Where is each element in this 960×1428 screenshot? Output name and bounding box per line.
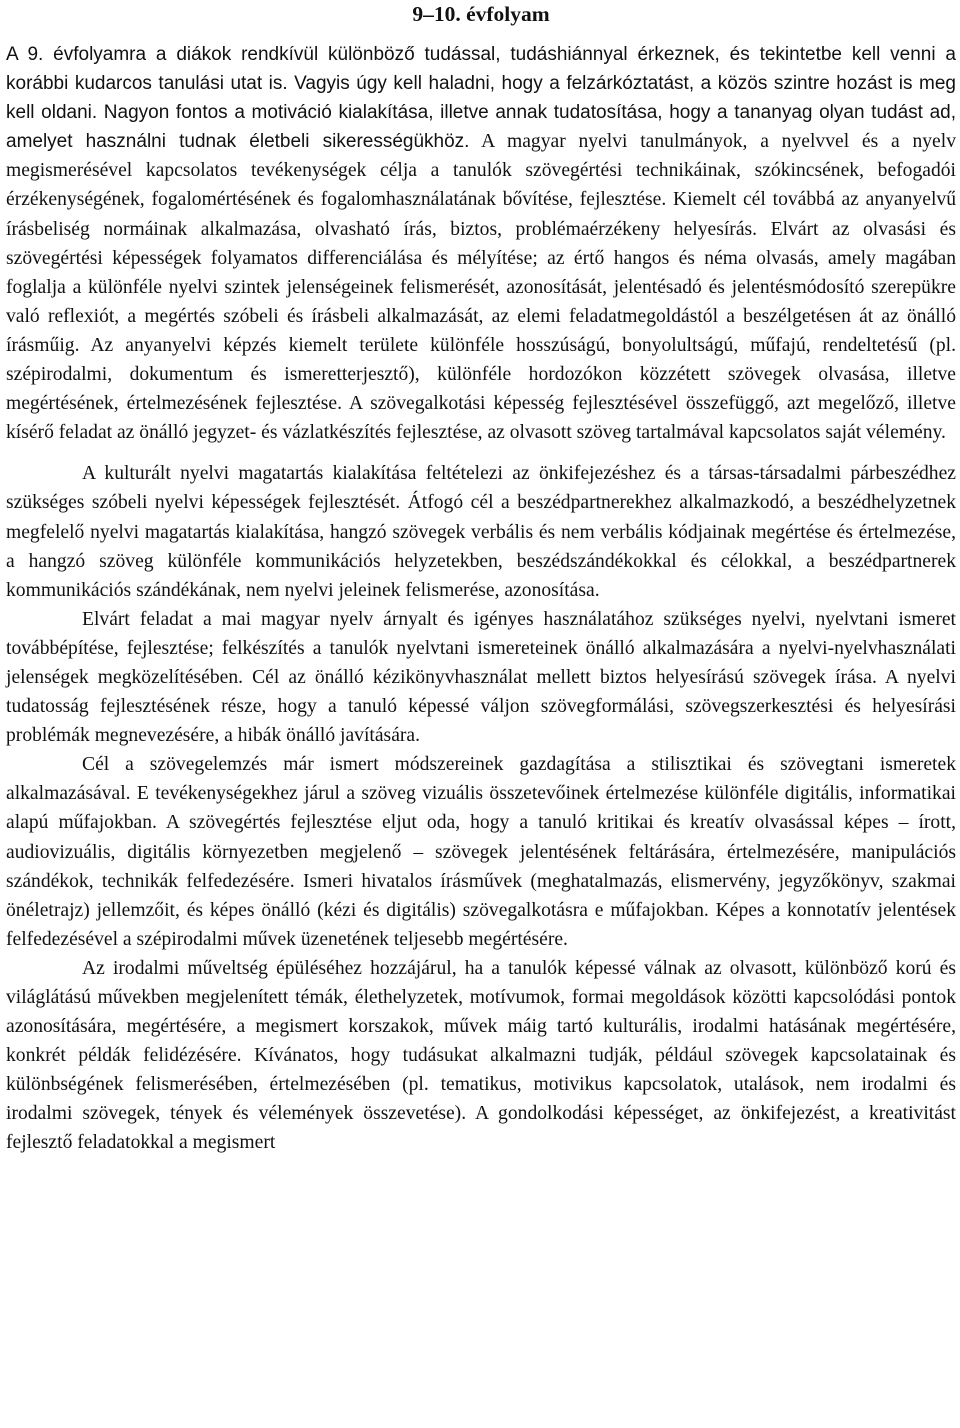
paragraph-intro-sans-text: A 9. évfolyamra a diákok rendkívül különböző tudással, tudáshiánnyal érkeznek, és tekintetbe kell venni a korábbi kudarcos tanulási utat is. Vagyis úgy kell haladni, hogy a felzárkóztatást, a közös szintre hozást is meg kell oldani. Nagyon fontos a motiváció kialakítása, illetve annak tudatosítása, hogy a tananyag olyan tudást ad, amelyet használni tudnak életbeli sikerességükhöz. <box>6 44 956 153</box>
paragraph-grammar: Elvárt feladat a mai magyar nyelv árnyalt és igényes használatához szükséges nyelvi, nyelvtani ismeret továbbépítése, fejlesztése; felkészítés a tanulók nyelvtani ismereteinek önálló alkalmazására a nyelvi-nyelvhasználati jelenségek megközelítésében. Cél az önálló kézikönyvhasználat mellett biztos helyesírású szövegek írása. A nyelvi tudatosság fejlesztésének része, hogy a tanuló képessé váljon szövegformálási, szövegszerkesztési és helyesírási problémák megnevezésére, a hibák önálló javítására. <box>6 608 956 747</box>
paragraph-intro <box>6 40 956 447</box>
page-title: 9–10. évfolyam <box>412 2 550 26</box>
document-page <box>6 0 956 1158</box>
paragraph-text-analysis: Cél a szövegelemzés már ismert módszereinek gazdagítása a stilisztikai és szövegtani ismeretek alkalmazásával. E tevékenységekhez járul a szöveg vizuális összetevőinek értelmezése különféle digitális, informatikai alapú műfajokban. A szövegértés fejlesztése eljut oda, hogy a tanuló kritikai és kreatív olvasással képes – írott, audiovizuális, digitális környezetben megjelenő – szövegek jelentésének feltárására, értelmezésére, manipulációs szándékok, technikák felfedezésére. Ismeri hivatalos írásművek (meghatalmazás, elismervény, jegyzőkönyv, szakmai önéletrajz) jellemzőit, és képes önálló (kézi és digitális) szövegalkotásra e műfajokban. Képes a konnotatív jelentések felfedezésével a szépirodalmi művek üzenetének teljesebb megértésére. <box>6 754 956 950</box>
paragraph-literary-literacy: Az irodalmi műveltség épüléséhez hozzájárul, ha a tanulók képessé válnak az olvasott, különböző korú és világlátású művekben megjelenített témák, élethelyzetek, motívumok, formai megoldások közötti kapcsolódási pontok azonosítására, megértésére, a megismert korszakok, művek máig tartó kulturális, irodalmi hatásának megértésére, konkrét példák felidézésére. Kívánatos, hogy tudásukat alkalmazni tudják, például szövegek kapcsolatainak és különbségének felismerésében, értelmezésében (pl. tematikus, motivikus kapcsolatok, utalások, nem irodalmi és irodalmi szövegek, tények és vélemények összevetése). A gondolkodási képességet, az önkifejezést, a kreativitást fejlesztő feladatokkal a megismert <box>6 957 956 1154</box>
paragraph-intro-serif-text: A magyar nyelvi tanulmányok, a nyelvvel és a nyelv megismerésével kapcsolatos tevékenységek célja a tanulók szövegértési technikáinak, szókincsének, befogadói érzékenységének, fogalomértésének és fogalomhasználatának bővítése, fejlesztése. Kiemelt cél továbbá az anyanyelvű írásbeliség normáinak alkalmazása, olvasható írás, biztos, problémaérzékeny helyesírás. Elvárt az olvasási és szövegértési képességek folyamatos differenciálása és mélyítése; az értő hangos és néma olvasás, amely magában foglalja a különféle nyelvi szintek jelenségeinek felismerését, azonosítását, jelentésadó és jelentésmódosító szerepükre való reflexiót, a megértés szóbeli és írásbeli alkalmazását, az elemi feladatmegoldástól a beszélgetésen át az önálló írásműig. Az anyanyelvi képzés kiemelt területe különféle hosszúságú, bonyolultságú, műfajú, rendeltetésű (pl. szépirodalmi, dokumentum és ismeretterjesztő), különféle hordozókon közzétett szövegek olvasása, illetve megértésének, értelmezésének fejlesztése. A szövegalkotási képesség fejlesztésével összefüggő, azt megelőző, illetve kísérő feladat az önálló jegyzet- és vázlatkészítés fejlesztése, az olvasott szöveg tartalmával kapcsolatos saját vélemény. <box>6 131 956 444</box>
paragraph-communication: A kulturált nyelvi magatartás kialakítása feltételezi az önkifejezéshez és a társas-társadalmi párbeszédhez szükséges szóbeli nyelvi képességek fejlesztését. Átfogó cél a beszédpartnerekhez alkalmazkodó, a beszédhelyzetnek megfelelő nyelvi magatartás kialakítása, hangzó szövegek verbális és nem verbális kódjainak megértése és értelmezése, a hangzó szöveg különféle kommunikációs helyzetekben, beszédszándékokkal és célokkal, a beszédpartnerek kommunikációs szándékának, nem nyelvi jeleinek felismerése, azonosítása. <box>6 463 956 601</box>
